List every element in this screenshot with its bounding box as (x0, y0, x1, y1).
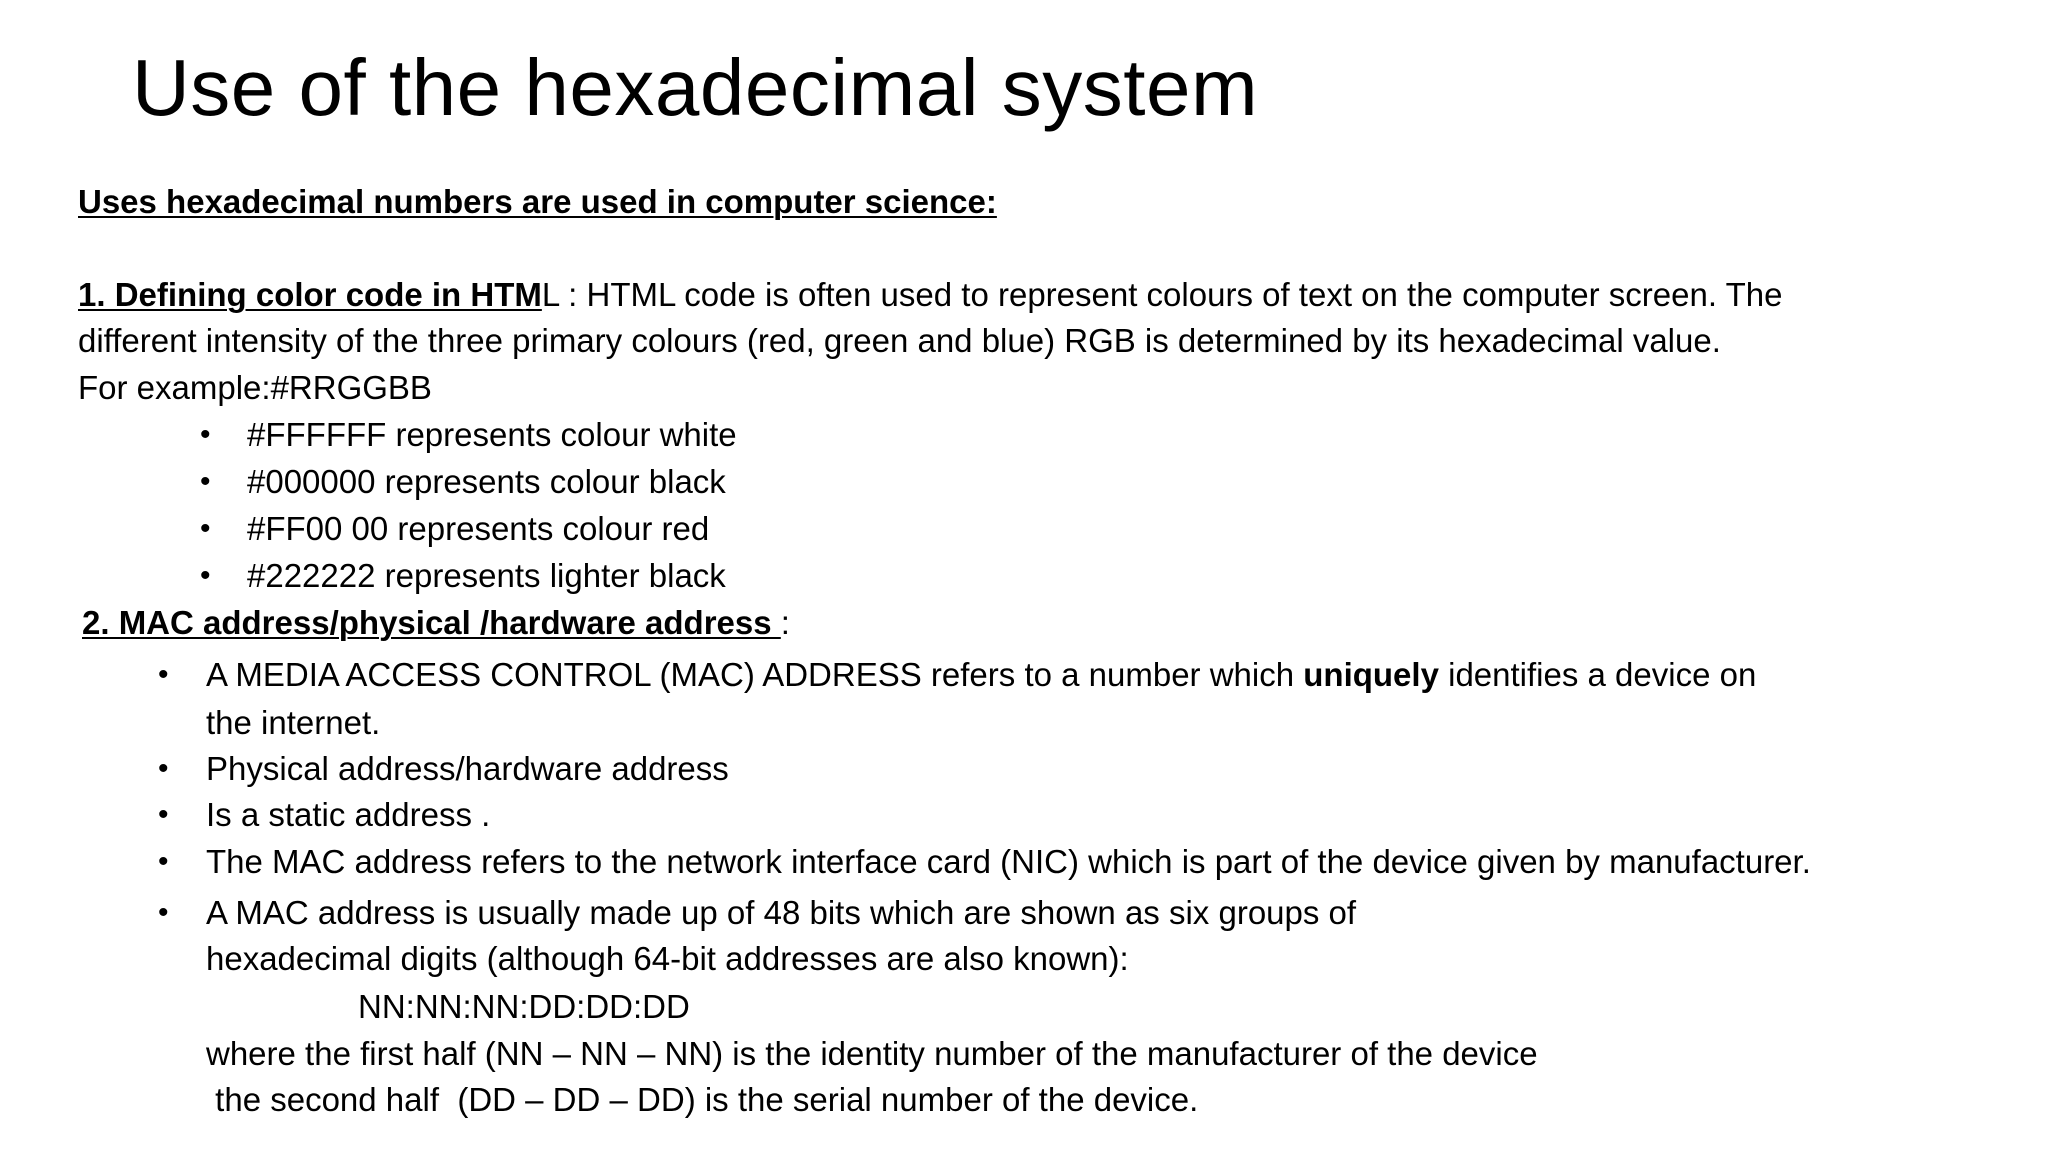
bullet-icon: • (200, 418, 211, 451)
mac-bullet-bits-line2: hexadecimal digits (although 64-bit addresses are also known): (206, 940, 1129, 977)
bullet-icon: • (158, 798, 169, 831)
mac-definition-text: A MEDIA ACCESS CONTROL (MAC) ADDRESS refers to a number which (206, 656, 1304, 693)
html-color-example: For example:#RRGGBB (78, 369, 432, 406)
html-color-heading-line (78, 273, 1782, 317)
bullet-icon: • (158, 752, 169, 785)
bullet-icon: • (200, 512, 211, 545)
bullet-icon: • (200, 559, 211, 592)
bullet-icon: • (158, 845, 169, 878)
mac-format: NN:NN:NN:DD:DD:DD (358, 988, 690, 1025)
color-bullet-white: #FFFFFF represents colour white (247, 416, 737, 453)
mac-bullet-nic: The MAC address refers to the network interface card (NIC) which is part of the device given by manufacturer. (206, 843, 1811, 880)
mac-definition-text-end: identifies a device on (1438, 656, 1757, 693)
html-color-heading: 1. Defining color code in HTM (78, 276, 542, 313)
bullet-icon: • (200, 465, 211, 498)
mac-where-first-half: where the first half (NN – NN – NN) is the identity number of the manufacturer of the device (206, 1035, 1538, 1072)
bullet-icon: • (158, 658, 169, 691)
mac-heading-line (82, 601, 790, 645)
mac-definition-emphasis: uniquely (1303, 656, 1439, 693)
mac-bullet-physical: Physical address/hardware address (206, 750, 729, 787)
color-bullet-lighter-black: #222222 represents lighter black (247, 557, 726, 594)
mac-heading-colon: : (780, 604, 790, 641)
mac-bullet-definition (206, 653, 1756, 697)
mac-where-second-half: the second half (DD – DD – DD) is the serial number of the device. (206, 1081, 1199, 1118)
section-heading: Uses hexadecimal numbers are used in computer science: (78, 183, 997, 220)
bullet-icon: • (158, 896, 169, 929)
mac-bullet-bits-line1: A MAC address is usually made up of 48 bits which are shown as six groups of (206, 894, 1357, 931)
slide-title: Use of the hexadecimal system (132, 43, 1259, 132)
mac-definition-continuation: the internet. (206, 704, 381, 741)
color-bullet-red: #FF00 00 represents colour red (247, 510, 710, 547)
color-bullet-black: #000000 represents colour black (247, 463, 726, 500)
mac-heading: 2. MAC address/physical /hardware address (82, 604, 781, 641)
mac-bullet-static: Is a static address . (206, 796, 491, 833)
html-color-description: L : HTML code is often used to represent colours of text on the computer screen. The (541, 276, 1783, 313)
html-color-description-line2: different intensity of the three primary colours (red, green and blue) RGB is determined by its hexadecimal value. (78, 322, 1721, 359)
